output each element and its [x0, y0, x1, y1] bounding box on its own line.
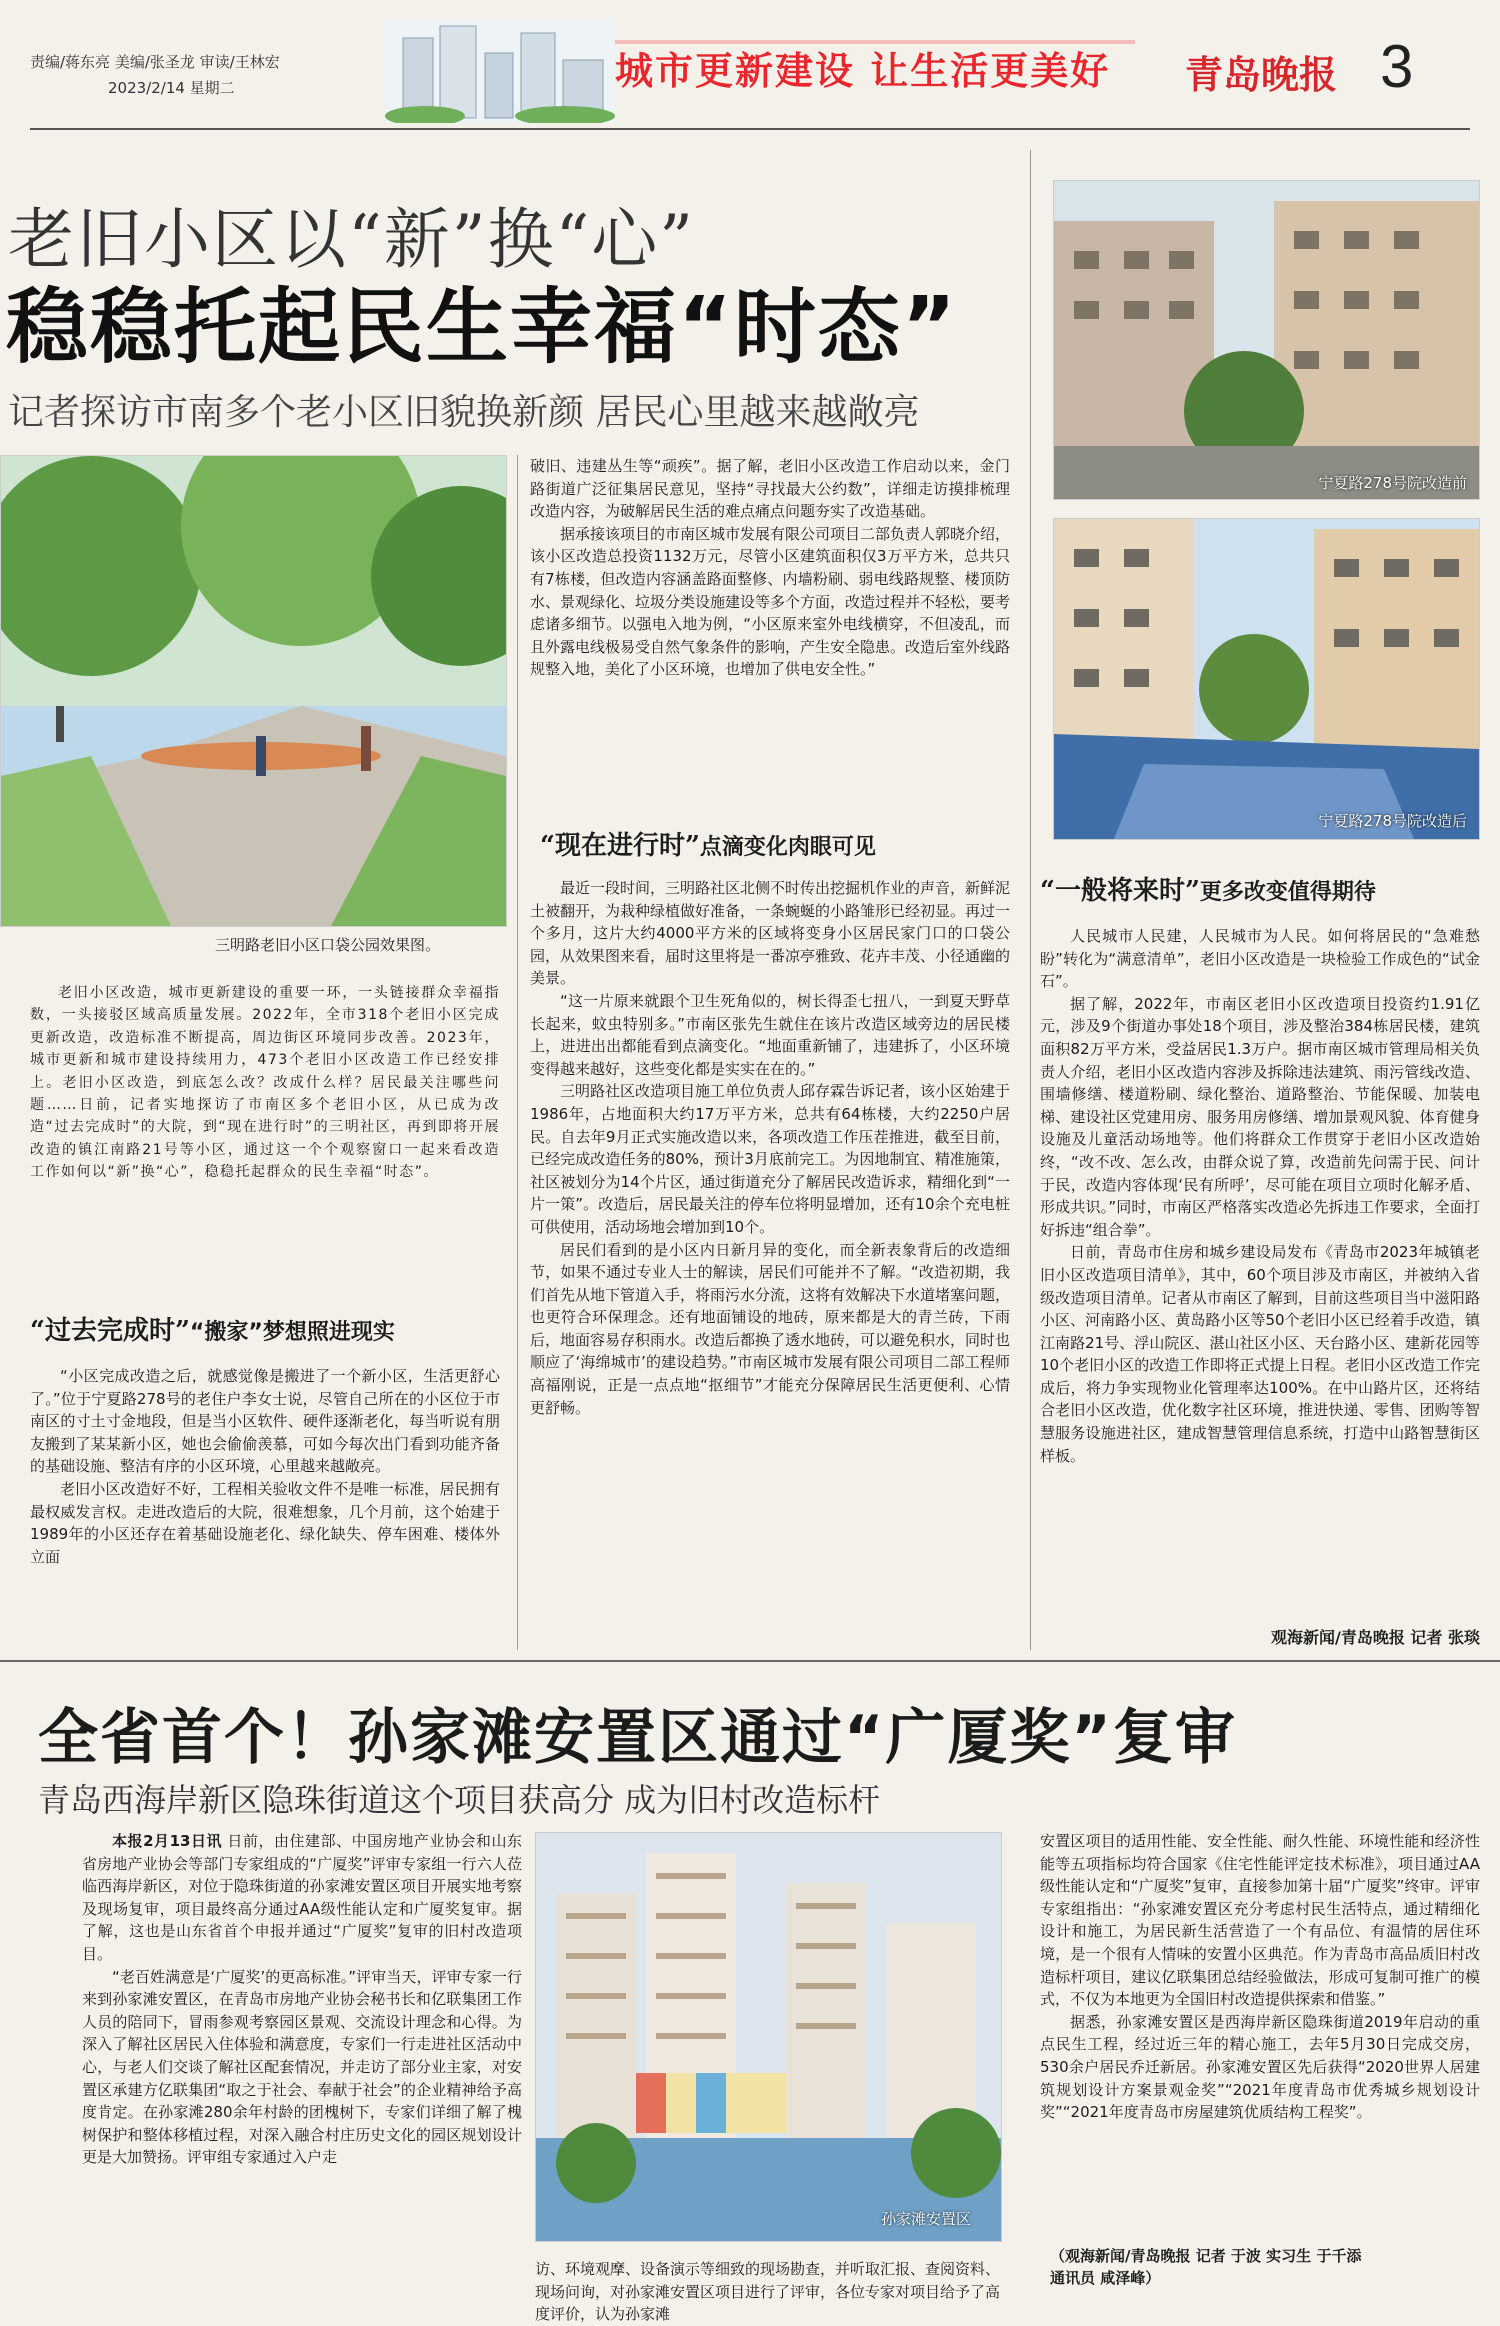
- col2-paragraph-1: 破旧、违建丛生等“顽疾”。据了解，老旧小区改造工作启动以来，金门路街道广泛征集居民意见，坚持“寻找最大公约数”，详细走访摸排梳理改造内容，为破解居民生活的难点痛点问题夯实了改造基础。: [530, 457, 1010, 521]
- buildings-illustration: [385, 18, 615, 123]
- editor-credits: 责编/蒋东亮 美编/张圣龙 审读/王林宏: [30, 53, 280, 71]
- story2-col1-paragraph-1: [82, 1830, 522, 1966]
- story2-photo: [535, 1832, 1002, 2242]
- col2-paragraph-6: 居民们看到的是小区内日新月异的变化，而全新表象背后的改造细节，如果不通过专业人士的解读，居民们可能并不了解。“改造初期，我们首先从地下管道入手，将雨污水分流，这将有效解决下水道堵塞问题，也更符合环保理念。还有地面铺设的地砖，原来都是大的青兰砖，下雨后，地面容易存积雨水。改造后都换了透水地砖，可以避免积水，同时也顺应了‘海绵城市’的建设趋势。”市南区城市发展有限公司项目二部工程师高福刚说，正是一点点地“抠细节”才能充分保障居民生活更便利、心情更舒畅。: [530, 1240, 1010, 1417]
- col2-paragraph-5: 三明路社区改造项目施工单位负责人邱存霖告诉记者，该小区始建于1986年，占地面积大约17万平方米，总共有64栋楼，大约2250户居民。自去年9月正式实施改造以来，各项改造工作压茬推进，截至目前，已经完成改造任务的80%，预计3月底前完工。为因地制宜、精准施策，社区被划分为14个片区，通过街道充分了解居民改造诉求，精细化到“一片一策”。改造后，居民最关注的停车位将明显增加，还有10余个充电桩可供使用，活动场地会增加到10个。: [530, 1082, 1010, 1236]
- col2-paragraph-4: “这一片原来就跟个卫生死角似的，树长得歪七扭八，一到夏天野草长起来，蚊虫特别多。”市南区张先生就住在该片改造区域旁边的居民楼上，进进出出都能看到点滴变化。“地面重新铺了，违建拆了，小区环境变得越来越好，这些变化都是实实在在的。”: [530, 991, 1010, 1078]
- story2-col3-paragraph-1: 安置区项目的适用性能、安全性能、耐久性能、环境性能和经济性能等五项指标均符合国家《住宅性能评定技术标准》，项目通过AA级性能认定和“广厦奖”复审，直接参加第十届“广厦奖”终审。评审专家组指出：“孙家滩安置区充分考虑村民生活特点，通过精细化设计和施工，为居民新生活营造了一个有品位、有温情的居住环境，是一个很有人情味的安置小区典范。作为青岛市高品质旧村改造标杆项目，建议亿联集团总结经验做法，形成可复制可推广的模式，不仅为本地更为全国旧村改造提供探索和借鉴。”: [1040, 1832, 1480, 2009]
- section3-title: [1040, 870, 1480, 907]
- story2-subheadline: 青岛西海岸新区隐珠街道这个项目获高分 成为旧村改造标杆: [38, 1781, 881, 1819]
- photo-after: [1053, 518, 1480, 840]
- story1-subheadline: 记者探访市南多个老小区旧貌换新颜 居民心里越来越敞亮: [8, 392, 920, 433]
- story2-byline: [1050, 2245, 1361, 2289]
- col3-paragraph-2: 据了解，2022年，市南区老旧小区改造项目投资约1.91亿元，涉及9个街道办事处18个项目，涉及整治384栋居民楼，建筑面积82万平方米，受益居民1.3万户。据市南区城市管理局相关负责人介绍，老旧小区改造内容涉及拆除违法建筑、雨污管线改造、围墙修缮、楼道粉刷、绿化整治、道路整治、节能保暖、加装电梯、建设社区党建用房、服务用房修缮、增加景观风貌、体育健身设施及儿童活动场地等。他们将群众工作贯穿于老旧小区改造始终，“改不改、怎么改，由群众说了算，改造前先问需于民、问计于民，改造内容体现‘民有所呼’，尽可能在项目立项时化解矛盾、形成共识。”同时，市南区严格落实改造必先拆违工作要求，全面打好拆违“组合拳”。: [1040, 994, 1480, 1239]
- col3-paragraph-3: 日前，青岛市住房和城乡建设局发布《青岛市2023年城镇老旧小区改造项目清单》，其中，60个项目涉及市南区，并被纳入省级改造项目清单。记者从市南区了解到，目前这些项目当中滋阳路小区、河南路小区、黄岛路小区等50个老旧小区已经着手改造，镇江南路21号、浮山院区、湛山社区小区、天台路小区、建新花园等10个老旧小区的改造工作即将正式提上日程。老旧小区改造工作完成后，将力争实现物业化管理率达100%。在中山路片区，还将结合老旧小区改造，优化数字社区环境，推进快递、零售、团购等智慧服务设施进社区，建成智慧管理信息系统，打造中山路智慧街区样板。: [1040, 1243, 1480, 1465]
- section1-title: [30, 1310, 510, 1347]
- section2-title-quote: “现在进行时”: [540, 831, 700, 861]
- issue-date: 2023/2/14 星期二: [108, 79, 235, 97]
- story2-col1-paragraph-2: “老百姓满意是‘广厦奖’的更高标准。”评审当天，评审专家一行来到孙家滩安置区，在青岛市房地产业协会秘书长和亿联集团工作人员的陪同下，冒雨参观考察园区景观、交流设计理念和心得。为深入了解社区居民入住体验和满意度，专家们一行走进社区活动中心，与老人们交谈了解社区配套情况，并走访了部分业主家，对安置区承建方亿联集团“取之于社会、奉献于社会”的企业精神给予高度肯定。在孙家滩280余年村龄的团槐树下，专家们详细了解了槐树保护和整体移植过程，对深入融合村庄历史文化的园区规划设计更是大加赞扬。评审组专家通过入户走: [82, 1967, 522, 2167]
- story2-headline: 全省首个！孙家滩安置区通过“广厦奖”复审: [38, 1703, 1237, 1773]
- page-number: 3: [1380, 33, 1414, 100]
- section3-title-rest: 更多改变值得期待: [1199, 880, 1376, 905]
- story1-lead: [30, 982, 500, 1184]
- story2-photo-caption: 孙家滩安置区: [880, 2210, 971, 2228]
- photo-before: [1053, 180, 1480, 500]
- story1-column2-bottom: [530, 877, 1010, 1419]
- lead-paragraph: 老旧小区改造，城市更新建设的重要一环，一头链接群众幸福指数，一头接驳区域高质量发展。2022年，全市318个老旧小区完成更新改造，改造标准不断提高，周边街区环境同步改善。2023年，城市更新和城市建设持续用力，473个老旧小区改造工作已经安排上。老旧小区改造，到底怎么改？改成什么样？居民最关注哪些问题……日前，记者实地探访了市南区多个老旧小区，从已成为改造“过去完成时”的大院，到“现在进行时”的三明社区，再到即将开展改造的镇江南路21号等小区，通过这一个个观察窗口一起来看改造工作如何以“新”换“心”，稳稳托起群众的民生幸福“时态”。: [30, 985, 500, 1181]
- section2-title-rest: 点滴变化肉眼可见: [699, 835, 876, 860]
- story2-column2: [535, 2258, 1000, 2326]
- col3-paragraph-1: 人民城市人民建，人民城市为人民。如何将居民的“急难愁盼”转化为“满意清单”，老旧小区改造是一块检验工作成色的“试金石”。: [1040, 927, 1480, 991]
- col2-paragraph-2: 据承接该项目的市南区城市发展有限公司项目二部负责人郭晓介绍，该小区改造总投资1132万元，尽管小区建筑面积仅3万平方米，总共只有7栋楼，但改造内容涵盖路面整修、内墙粉刷、弱电线路规整、楼顶防水、景观绿化、垃圾分类设施建设等多个方面，改造过程并不轻松，要考虑诸多细节。以强电入地为例，“小区原来室外电线横穿，不但凌乱，而且外露电线极易受自然气象条件的影响，产生安全隐患。改造后室外线路规整入地，美化了小区环境，也增加了供电安全性。”: [530, 524, 1010, 679]
- section1-body: [30, 1365, 500, 1568]
- story1-column3: [1040, 925, 1480, 1467]
- story1-column2-top: [530, 455, 1010, 681]
- story1-headline-top: 老旧小区以“新”换“心”: [8, 201, 695, 278]
- story2-column3: [1040, 1830, 1480, 2124]
- story2-col2-paragraph-1: 访、环境观摩、设备演示等细致的现场勘查，并听取汇报、查阅资料、现场问询，对孙家滩安置区项目进行了评审，各位专家对项目给予了高度评价，认为孙家滩: [535, 2260, 1000, 2324]
- newspaper-name: 青岛晚报: [1185, 52, 1338, 97]
- story2-column1: [82, 1830, 522, 2169]
- story1-main-photo: [0, 455, 507, 927]
- story2-byline-line2: 通讯员 咸泽峰）: [1050, 2269, 1161, 2287]
- story2-col3-paragraph-2: 据悉，孙家滩安置区是西海岸新区隐珠街道2019年启动的重点民生工程，经过近三年的精心施工，去年5月30日完成交房，530余户居民乔迁新居。孙家滩安置区先后获得“2020世界人居建筑规划设计方案景观金奖”“2021年度青岛市优秀城乡规划设计奖”“2021年度青岛市房屋建筑优质结构工程奖”。: [1040, 2012, 1480, 2122]
- story2-col1-paragraph-1-text: 日前，由住建部、中国房地产业协会和山东省房地产业协会等部门专家组成的“广厦奖”评审专家组一行六人莅临西海岸新区，对位于隐珠街道的孙家滩安置区项目开展实地考察及现场复审，项目最终高分通过AA级性能认定和广厦奖复审。据了解，这也是山东省首个申报并通过“广厦奖”复审的旧村改造项目。: [82, 1832, 522, 1963]
- story1-photo-caption: 三明路老旧小区口袋公园效果图。: [215, 936, 441, 954]
- col2-paragraph-3: 最近一段时间，三明路社区北侧不时传出挖掘机作业的声音，新鲜泥土被翻开，为栽种绿植做好准备，一条蜿蜒的小路雏形已经初显。再过一个多月，这片大约4000平方米的区域将变身小区居民家门口的口袋公园，从效果图来看，届时这里将是一番凉亭雅致、花卉丰茂、小径通幽的美景。: [530, 879, 1010, 988]
- section1-paragraph-2: 老旧小区改造好不好，工程相关验收文件不是唯一标准，居民拥有最权威发言权。走进改造后的大院，很难想象，几个月前，这个始建于1989年的小区还存在着基础设施老化、绿化缺失、停车困难、楼体外立面: [30, 1479, 500, 1566]
- photo-after-caption: 宁夏路278号院改造后: [1318, 812, 1467, 830]
- story2-byline-line1: （观海新闻/青岛晚报 记者 于波 实习生 于千添: [1050, 2247, 1362, 2265]
- photo-before-caption: 宁夏路278号院改造前: [1318, 474, 1467, 492]
- section3-title-quote: “一般将来时”: [1040, 876, 1200, 906]
- section2-title: [540, 825, 1010, 862]
- section1-title-rest: “搬家”梦想照进现实: [189, 1320, 395, 1345]
- section1-title-quote: “过去完成时”: [30, 1316, 190, 1346]
- story1-headline-main: 稳稳托起民生幸福“时态”: [6, 280, 958, 375]
- story2-dateline: 本报2月13日讯: [112, 1832, 223, 1850]
- story1-byline: 观海新闻/青岛晚报 记者 张琰: [1271, 1628, 1480, 1647]
- section1-paragraph-1: “小区完成改造之后，就感觉像是搬进了一个新小区，生活更舒心了。”位于宁夏路278号的老住户李女士说，尽管自己所在的小区位于市南区的寸土寸金地段，但是当小区软件、硬件逐渐老化，每当听说有朋友搬到了某某新小区，她也会偷偷羡慕，可如今每次出门看到功能齐备的基础设施、整洁有序的小区环境，心里越来越敞亮。: [30, 1367, 500, 1476]
- banner-slogan: 城市更新建设 让生活更美好: [615, 49, 1111, 93]
